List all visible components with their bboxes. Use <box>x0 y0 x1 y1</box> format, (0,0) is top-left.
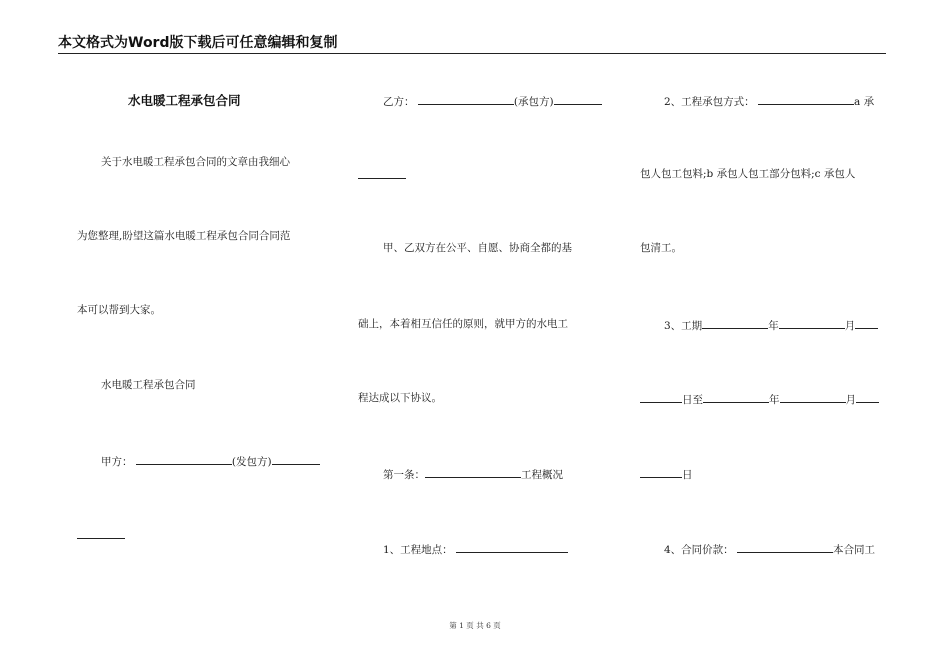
party-b-role: (承包方) <box>513 96 554 108</box>
item-2-line-2: 包人包工包料;b 承包人包工部分包料;c 承包人 <box>640 168 856 180</box>
end-month-label: 月 <box>845 394 856 406</box>
end-year-label: 年 <box>769 394 780 406</box>
article-1-blank <box>425 466 521 478</box>
party-a-label: 甲方： <box>101 456 133 468</box>
start-month-blank <box>779 317 845 329</box>
item-2-blank <box>758 93 854 105</box>
end-day-label: 日 <box>682 469 693 481</box>
item-3-label: 3、工期 <box>664 320 703 332</box>
download-banner: 本文格式为Word版下载后可任意编辑和复制 <box>58 35 338 51</box>
start-day-blank <box>855 317 878 329</box>
end-month-blank <box>780 391 846 403</box>
party-a-name-blank <box>136 453 232 465</box>
end-day-continuation-blank <box>640 466 682 478</box>
party-a-continuation <box>77 527 125 543</box>
item-3-line <box>664 317 878 333</box>
item-4-tail: 本合同工 <box>833 544 876 556</box>
party-b-extra-blank <box>554 93 602 105</box>
article-1-prefix: 第一条： <box>383 469 425 481</box>
item-3-line-2 <box>640 391 879 407</box>
agreement-para-2: 础上，本着相互信任的原则，就甲方的水电工 <box>358 318 568 330</box>
party-b-continuation-blank <box>358 167 406 179</box>
year-label: 年 <box>768 320 779 332</box>
party-b-label: 乙方： <box>383 96 415 108</box>
item-4-line <box>664 541 875 557</box>
intro-line-2: 为您整理,盼望这篇水电暖工程承包合同合同范 <box>77 230 291 242</box>
party-a-continuation-blank <box>77 527 125 539</box>
header-rule <box>58 53 886 54</box>
intro-line-1: 关于水电暖工程承包合同的文章由我细心 <box>101 156 290 168</box>
item-4-label: 4、合同价款： <box>664 544 734 556</box>
item-3-line-3 <box>640 466 693 482</box>
agreement-para-3: 程达成以下协议。 <box>358 392 442 404</box>
item-2-line-3: 包清工。 <box>640 242 682 254</box>
start-day-continuation-blank <box>640 391 682 403</box>
party-b-line <box>383 93 602 109</box>
end-day-blank <box>856 391 879 403</box>
agreement-para-1: 甲、乙双方在公平、自愿、协商全都的基 <box>383 242 572 254</box>
end-year-blank <box>703 391 769 403</box>
party-a-role: (发包方) <box>231 456 272 468</box>
item-2-tail: a 承 <box>854 96 875 108</box>
item-2-label: 2、工程承包方式： <box>664 96 755 108</box>
contract-subtitle: 水电暖工程承包合同 <box>101 379 196 391</box>
month-label: 月 <box>844 320 856 332</box>
article-1-line <box>383 466 563 482</box>
item-1-label: 1、工程地点： <box>383 544 453 556</box>
article-1-suffix: 工程概况 <box>521 469 563 481</box>
start-year-blank <box>702 317 768 329</box>
party-b-name-blank <box>418 93 514 105</box>
party-a-extra-blank <box>272 453 320 465</box>
item-1-location-blank <box>456 541 568 553</box>
party-b-continuation <box>358 167 406 183</box>
intro-line-3: 本可以帮到大家。 <box>77 304 161 316</box>
contract-price-blank <box>737 541 833 553</box>
page-number-footer: 第 1 页 共 6 页 <box>449 621 501 630</box>
item-1-line <box>383 541 568 557</box>
document-title: 水电暖工程承包合同 <box>128 93 241 108</box>
item-2-line <box>664 93 874 109</box>
party-a-line <box>101 453 320 469</box>
day-to-label: 日至 <box>682 394 703 406</box>
